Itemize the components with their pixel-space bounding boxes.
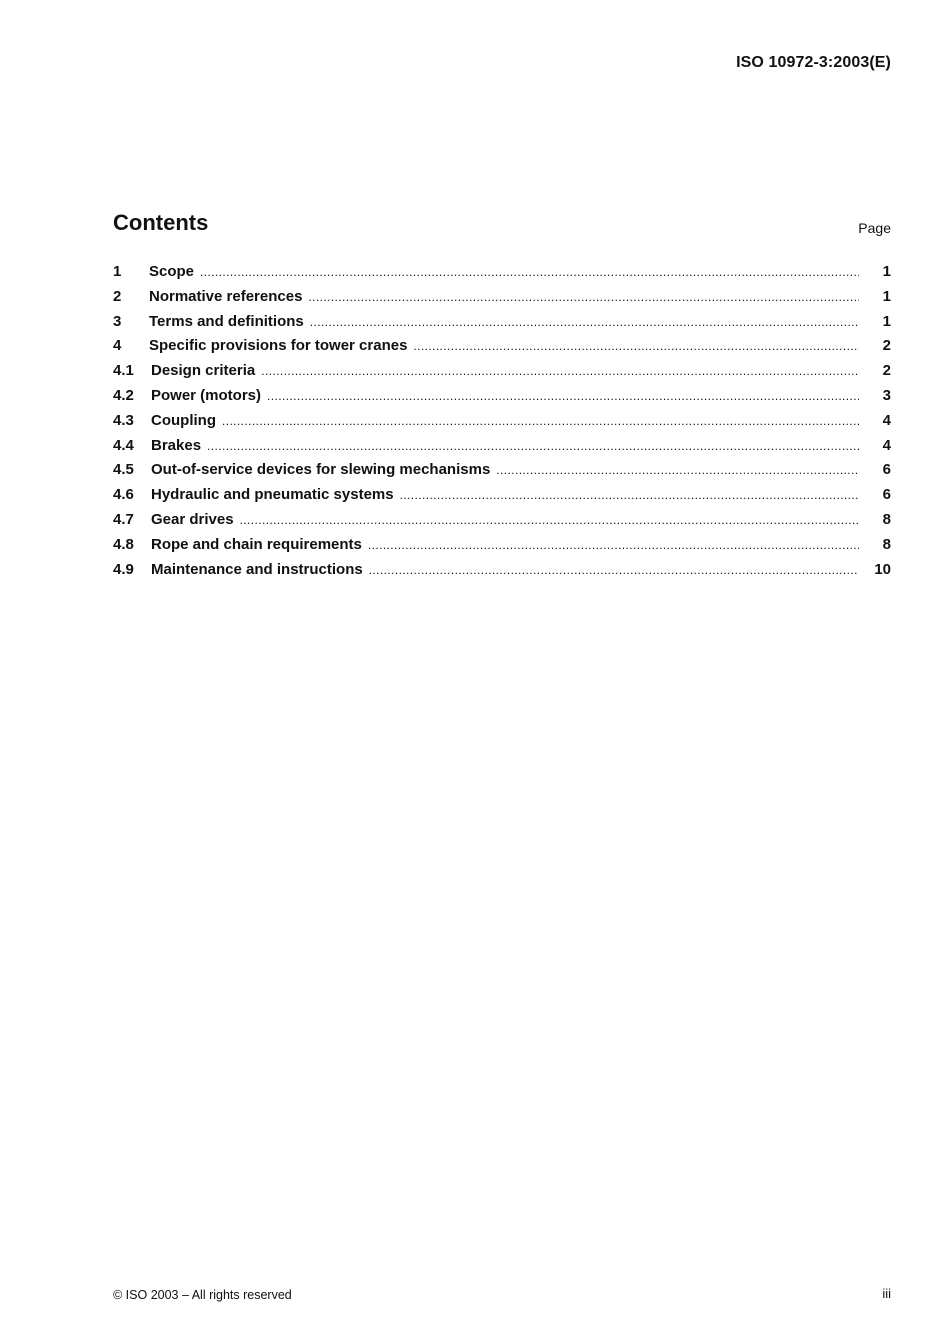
- toc-entry-page: 10: [874, 560, 891, 578]
- toc-entry[interactable]: [113, 362, 891, 387]
- toc-entry[interactable]: [113, 313, 891, 338]
- toc-entry-page: 2: [882, 337, 891, 355]
- toc-entry-title: Hydraulic and pneumatic systems: [151, 486, 394, 504]
- toc-entry-number: 3: [113, 312, 122, 330]
- dot-leader: [200, 265, 859, 279]
- toc-entry-number: 4: [113, 337, 122, 355]
- dot-leader: [413, 339, 859, 353]
- toc-entry[interactable]: [113, 561, 891, 586]
- toc-entry-page: 6: [882, 461, 891, 479]
- toc-page-column-label: Page: [858, 220, 891, 236]
- toc-title: Contents: [113, 210, 209, 235]
- footer-page-number: iii: [882, 1286, 891, 1301]
- dot-leader: [369, 563, 859, 577]
- dot-leader: [496, 463, 859, 477]
- toc-entry-title: Terms and definitions: [149, 312, 304, 330]
- toc-entry-title: Normative references: [149, 287, 303, 305]
- dot-leader: [368, 538, 859, 552]
- toc-entry-page: 1: [882, 263, 891, 280]
- toc-entry-number: 4.1: [113, 362, 134, 380]
- toc-entry-page: 2: [882, 362, 891, 380]
- toc-entry[interactable]: [113, 536, 891, 561]
- toc-entry[interactable]: [113, 412, 891, 437]
- toc-entry-title: Out-of-service devices for slewing mechanisms: [151, 461, 491, 479]
- dot-leader: [207, 439, 859, 453]
- document-id: ISO 10972-3:2003(E): [736, 54, 891, 71]
- toc-entry-page: 4: [882, 436, 891, 454]
- toc-entry-page: 1: [882, 287, 891, 305]
- dot-leader: [400, 488, 859, 502]
- toc-entry-number: 4.6: [113, 486, 134, 504]
- toc-entry[interactable]: [113, 387, 891, 412]
- toc-entry-number: 4.9: [113, 560, 134, 578]
- toc-entry-title: Scope: [149, 263, 195, 280]
- toc-entry-page: 8: [882, 535, 891, 553]
- toc-entry-title: Rope and chain requirements: [151, 535, 362, 553]
- toc-entry-number: 4.2: [113, 386, 134, 404]
- toc-entry[interactable]: [113, 486, 891, 511]
- toc-entry[interactable]: [113, 288, 891, 313]
- toc-entry-page: 6: [882, 486, 891, 504]
- toc-entry-title: Specific provisions for tower cranes: [149, 337, 408, 355]
- toc-entry-title: Power (motors): [151, 386, 262, 404]
- toc-header: [113, 210, 891, 242]
- toc-entry-title: Gear drives: [151, 510, 234, 528]
- toc-entry-page: 8: [882, 510, 891, 528]
- toc-entry-number: 4.4: [113, 436, 134, 454]
- toc-entry-number: 4.3: [113, 411, 134, 429]
- toc-entry-page: 1: [882, 312, 891, 330]
- toc-entry[interactable]: [113, 461, 891, 486]
- toc-entry-page: 4: [882, 411, 891, 429]
- toc-entry[interactable]: [113, 511, 891, 536]
- dot-leader: [261, 364, 859, 378]
- dot-leader: [222, 414, 859, 428]
- toc-entry-number: 4.7: [113, 510, 134, 528]
- toc-entry-title: Coupling: [151, 411, 216, 429]
- toc-entry-title: Brakes: [151, 436, 202, 454]
- dot-leader: [310, 315, 859, 329]
- toc-list: [113, 263, 891, 585]
- dot-leader: [267, 389, 859, 403]
- toc-entry-number: 1: [113, 263, 122, 280]
- toc-entry-title: Maintenance and instructions: [151, 560, 363, 578]
- toc-entry-title: Design criteria: [151, 362, 256, 380]
- dot-leader: [240, 513, 859, 527]
- toc-entry-number: 4.8: [113, 535, 134, 553]
- toc-entry-number: 2: [113, 287, 122, 305]
- footer-copyright: © ISO 2003 – All rights reserved: [113, 1288, 292, 1302]
- toc-entry-page: 3: [882, 386, 891, 404]
- toc-entry-number: 4.5: [113, 461, 134, 479]
- toc-entry[interactable]: [113, 437, 891, 462]
- toc-entry[interactable]: [113, 263, 891, 288]
- dot-leader: [308, 290, 859, 304]
- toc-entry[interactable]: [113, 337, 891, 362]
